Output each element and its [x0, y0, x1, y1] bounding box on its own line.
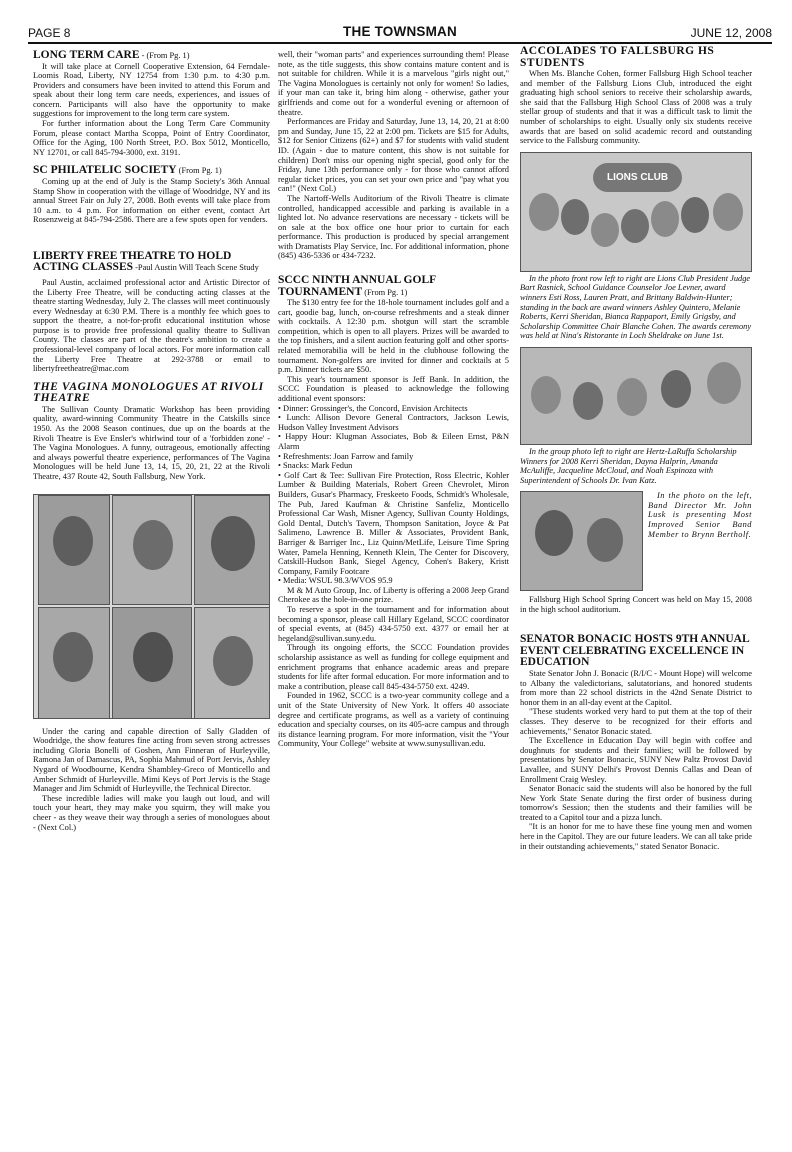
- accolades-paragraph-1: When Ms. Blanche Cohen, former Fallsburg High School teacher and member of the Fallsburg Lions Club, introduced the eight graduating high school seniors to receive their scholarship awards, she said that the Fallsburg High School Class of 2008 was a truly stellar group of students and that it was a difficult task to limit the number of scholarships to eight. Usually only six students receive awards that are based on solid academic record and outstanding service to the Fallsburg community.: [520, 69, 752, 146]
- column-3: [520, 46, 752, 851]
- senator-headline: SENATOR BONACIC HOSTS 9TH ANNUAL EVENT CELEBRATING EXCELLENCE IN EDUCATION: [520, 633, 749, 669]
- golf-paragraph-1: The $130 entry fee for the 18-hole tournament includes golf and a cart, goodie bag, lunch, on-course refreshments and a steak dinner with cocktails. A 12:30 p.m. shotgun will start the scramble competition, which is open to all players. Prizes will be awarded to the top finishers, and a silent auction featuring golf and other sports-related memorabilia will be held in the clubhouse following the tournament. Non-golfers are invited for dinner and cocktails at 5 p.m. Dinner tickets are $50.: [278, 298, 509, 375]
- senator-paragraph-2: "These students worked very hard to put them at the top of their classes. They deserve to be recognized for their efforts and achievements," Senator Bonacic stated.: [520, 707, 752, 736]
- golf-paragraph-5: Through its ongoing efforts, the SCCC Foundation provides scholarship assistance as well as funding for college equipment and enrichment programs that enhance academic areas and prepare students for life after formal education. For more information and to make a contribution, please call 845-434-5750 ext. 4249.: [278, 643, 509, 691]
- senator-paragraph-5: "It is an honor for me to have these fine young men and women here in the Capitol. They are our future leaders. We can all take pride in their outstanding achievements," stated Senator Bonacic.: [520, 822, 752, 851]
- lions-club-caption: In the photo front row left to right are Lions Club President Judge Bart Rasnick, School Guidance Counselor Joe Levner, award winners Esti Ross, Lauren Pratt, and Brittany Baldwin-Hunter; standing in the back are award winners Ashley Quintero, Melanie Roberts, Kerri Sheridan, Bianca Rappaport, Emily Grigsby, and Scholarship Committee Chair Blanche Cohen. The awards ceremony was held at Nina's Ristorante in Loch Sheldrake on June 1st.: [520, 273, 752, 341]
- sponsor-snacks: • Snacks: Mark Fedun: [278, 461, 353, 471]
- ltc-paragraph-2: For further information about the Long Term Care Community Forum, please contact Martha Scoppa, Point of Entry Coordinator, Office for the Aging, 100 North Street, P.O. Box 5012, Monticello, NY 12701, or call 845-794-3000, ext. 3191.: [33, 119, 270, 157]
- actress-photo-2: [112, 495, 192, 605]
- vm-continued-2: Performances are Friday and Saturday, June 13, 14, 20, 21 at 8:00 pm and Sunday, June 15, 22 at 2:00 pm. Tickets are $15 for Adults, $12 for Senior Citizens (62+) and $7 for students with valid student ID. (Again - due to mature content, this show is not suitable for children) Don't miss our opening night special, good only for the Friday, June 13th performance only - for those who cannot afford regular ticket prices, you can set your own price and "pay what you can!" (Next Col.): [278, 117, 509, 194]
- issue-date: JUNE 12, 2008: [690, 26, 772, 40]
- sponsor-golf-cart: • Golf Cart & Tee: Sullivan Fire Protection, Ross Electric, Kohler Lumber & Building Materials, Robert Green Chevrolet, Miron Builders, Gusar's Pharmacy, Freskeeto Foods, Schmidt's Wholesale, The Pub, Jared Kaufman & Christine Sanfeliz, Monticello Professional Car Wash, Misner Agency, Sullivan County Holdings, Gold Dental, Dutch's Tavern, Thompson Sanitation, Joyce & Pat Salimeno, Lawrence B. Miller & Associates, Provident Bank, Barriger & Barriger Inc., Liz Quinn/MetLife, Leisure Time Spring Water, Pamela Henning, Kenneth Klein, The Center for Discovery, Catskill-Hudson Bank, Siegel Agency, Cohen's Bakery, Kristt Company, Family Footcare: [278, 470, 509, 576]
- lions-club-photo: [520, 152, 752, 272]
- scholarship-caption: In the group photo left to right are Hertz-LaRuffa Scholarship Winners for 2008 Kerri Sheridan, Dayna Halprin, Amanda McAuliffe, Jacqueline McCloud, and Noah Espinoza with Superintendent of Schools Dr. Ivan Katz.: [520, 446, 737, 485]
- senator-paragraph-4: Senator Bonacic said the students will also be honored by the full New York State Senate during the first order of business during tomorrow's Session; then the students and their families will be treated to a Capitol tour and a pizza lunch.: [520, 784, 752, 822]
- sponsor-happy-hour: • Happy Hour: Klugman Associates, Bob & Eileen Ernst, P&N Alarm: [278, 432, 509, 451]
- lft-headline: LIBERTY FREE THEATRE TO HOLD ACTING CLASSES -Paul Austin Will Teach Scene Study: [33, 249, 259, 274]
- sponsor-refreshments: • Refreshments: Joan Farrow and family: [278, 451, 414, 461]
- paper-title: THE TOWNSMAN: [343, 24, 457, 39]
- actress-photo-1: [38, 495, 110, 605]
- band-award-caption: In the photo on the left, Band Director Mr. John Lusk is presenting Most Improved Senior Band Member to Brynn Bertholf.: [648, 491, 752, 539]
- accolades-headline: ACCOLADES TO FALLSBURG HS STUDENTS: [520, 45, 715, 69]
- lft-paragraph-1: Paul Austin, acclaimed professional actor and Artistic Director of the Liberty Free Theatre, will be conducting acting classes at the theatre starting Wednesday, July 2. The classes will meet continuously every Wednesday at 6:30 P.M. There is a monthly fee which goes to support the theatre, a not-for-profit educational institution whose purpose is to provide free professional quality theatre to Sullivan County. The classes are part of the theatre's ambition to create a professional-level company of local actors. For more information call the Liberty Free Theatre at 292-3788 or email to libertyfreetheatre@mac.com: [33, 277, 270, 374]
- actress-photo-4: [38, 607, 110, 719]
- golf-paragraph-4: To reserve a spot in the tournament and for information about becoming a sponsor, please call Hillary Egeland, SCCC coordinator of special events, at (845) 434-5750 ext. 4377 or email her at hegeland@sullivan.suny.edu.: [278, 605, 509, 643]
- ltc-paragraph-1: It will take place at Cornell Cooperative Extension, 64 Ferndale-Loomis Road, Liberty, NY 12754 from 1:30 p.m. to 4:30 p.m. Providers and consumers have been invited to attend this Forum and speak about their long term care needs, experiences, and issues of concern. Participants will also have the opportunity to make suggestions for improvement to the long term care system.: [33, 61, 270, 119]
- vm-continued-1: well, their "woman parts" and experiences surrounding them! Please note, as the title suggests, this show contains mature content and is not suitable for children. While it is a marvelous "girls night out," The Vagina Monologues is certainly not only for women! So ladies, if your man can take it, bring him along - otherwise, gather your girlfriends and come out for a wonderful evening or afternoon of theatre.: [278, 50, 509, 117]
- vm-continued-3: The Nartoff-Wells Auditorium of the Rivoli Theatre is climate controlled, handicapped accessible and parking is available in a lighted lot. No advance reservations are necessary - tickets will be on sale at the box office one hour prior to curtain for each performance. This production is produced by special arrangement with Dramatists Play Service, Inc. For additional information, phone (845) 436-5336 or 434-7232.: [278, 193, 509, 261]
- column-1: [33, 50, 270, 832]
- masthead: [28, 24, 772, 44]
- vm-paragraph-1: The Sullivan County Dramatic Workshop has been providing quality, award-winning Community Theatre in the Catskills since 1950. As the 2008 Season continues, due up on the boards at the Rivoli Theatre is Eve Ensler's whirlwind tour of a 'forbidden zone' - The Vagina Monologues. A funny, outrageous, emotionally affecting and always powerful theatre experience, performances of The Vagina Monologues will be held June 13, 14, 15, 20, 21, 22 at the Rivoli Theatre, 437 Route 42, South Fallsburg, New York.: [33, 404, 270, 481]
- golf-paragraph-2: This year's tournament sponsor is Jeff Bank. In addition, the SCCC Foundation is pleased to acknowledge the following additional event sponsors:: [278, 374, 509, 403]
- column-2: [278, 50, 509, 749]
- golf-paragraph-6: Founded in 1962, SCCC is a two-year community college and a unit of the State University of New York. It offers 40 associate degree and certificate programs, as well as a variety of continuing education and specialty courses, on its 405-acre campus and through its distance learning program. For more information, visit the "Your Community, Your College" website at www.sunysullivan.edu.: [278, 691, 509, 749]
- senator-paragraph-3: The Excellence in Education Day will begin with coffee and doughnuts for students and their families; will be followed by presentations by Senator Bonacic, SUNY New Paltz Provost David Lavallee, and SUNY Delhi's Provost Dennis Callas and Dean of Enrollment Craig Wesley.: [520, 736, 752, 784]
- golf-paragraph-3: M & M Auto Group, Inc. of Liberty is offering a 2008 Jeep Grand Cherokee as the hole-in-one prize.: [278, 585, 509, 605]
- ltc-headline: LONG TERM CARE - (From Pg. 1): [33, 49, 190, 61]
- sponsor-dinner: • Dinner: Grossinger's, the Concord, Envision Architects: [278, 403, 468, 413]
- vm-paragraph-3: These incredible ladies will make you laugh out loud, and will touch your heart, they may make you squirm, they will make you cheer - as they weave their way through a series of monologues about - (Next Col.): [33, 793, 270, 832]
- sponsor-media: • Media: WSUL 98.3/WVOS 95.9: [278, 576, 393, 586]
- scholarship-group-photo: [520, 347, 752, 445]
- monologues-photo-collage: [33, 494, 270, 719]
- page-number: PAGE 8: [28, 26, 71, 40]
- actress-photo-6: [194, 607, 270, 719]
- band-award-photo: [520, 491, 643, 591]
- sc-headline: SC PHILATELIC SOCIETY (From Pg. 1): [33, 164, 222, 177]
- sponsor-lunch: • Lunch: Allison Devore General Contractors, Jackson Lewis, Hudson Valley Investment Advisors: [278, 413, 509, 432]
- vm-paragraph-2: Under the caring and capable direction of Sally Gladden of Woodridge, the show features fine acting from seven strong actresses including Gloria Bonelli of Goshen, Ann Finneran of Hurleyville, Ramona Jan of Damascus, PA, Sophia Mahmud of Port Jervis, Ashley Nygard of Woodbourne, Kendra Shambley-Greco of Monticello and Amber Schmidt of Hurleyville. Mimi Keys of Port Jervis is the Stage Manager and Jim Schmidt of Hurleyville, the Technical Director.: [33, 726, 270, 794]
- senator-paragraph-1: State Senator John J. Bonacic (R/I/C - Mount Hope) will welcome to Albany the valedictorians, salutatorians, and honored students from more than 22 school districts in the 42nd Senate District to honor them in an all-day event at the Capitol.: [520, 668, 752, 707]
- actress-photo-3: [194, 495, 270, 605]
- lions-club-banner: LIONS CLUB: [593, 163, 682, 193]
- sc-paragraph-1: Coming up at the end of July is the Stamp Society's 36th Annual Stamp Show in cooperation with the village of Woodridge, NY and its annual Street Fair on July 27, 2008. Both events will take place from 10 a.m. to 4 p.m. For information on either event, contact Art Rosenzweig at 845-794-2586. There are a few spots open for venders.: [33, 176, 270, 225]
- actress-photo-5: [112, 607, 192, 719]
- vm-headline: THE VAGINA MONOLOGUES AT RIVOLI THEATRE: [33, 380, 264, 405]
- band-photo-row: [520, 491, 752, 591]
- golf-headline: SCCC NINTH ANNUAL GOLF TOURNAMENT (From Pg. 1): [278, 274, 436, 298]
- concert-paragraph: Fallsburg High School Spring Concert was held on May 15, 2008 in the high school auditorium.: [520, 595, 752, 614]
